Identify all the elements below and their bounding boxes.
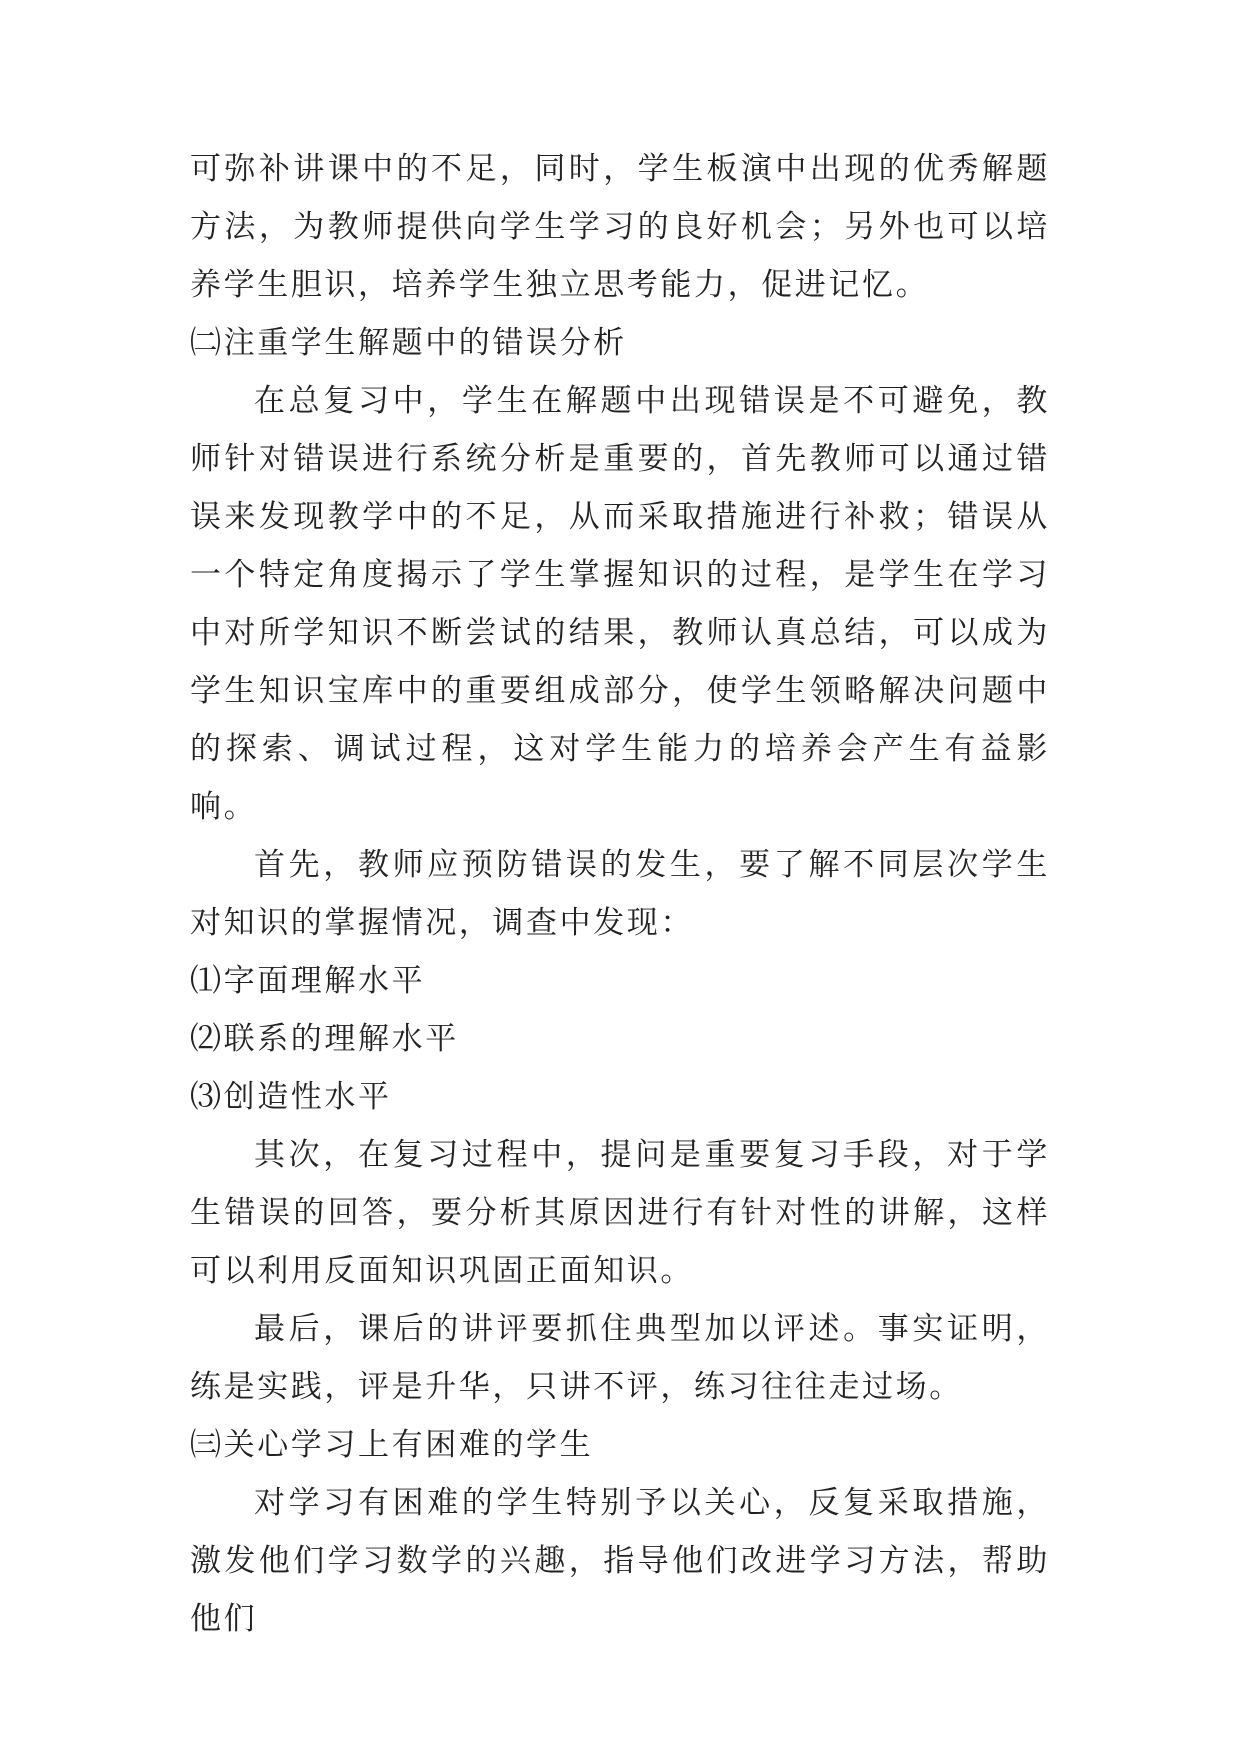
paragraph-difficult-students: 对学习有困难的学生特别予以关心，反复采取措施，激发他们学习数学的兴趣，指导他们改进学习方法，帮助他们 bbox=[190, 1485, 1050, 1637]
list-item-3: ⑶创造性水平 bbox=[190, 1079, 392, 1115]
document-body bbox=[190, 140, 1050, 1648]
list-item-2: ⑵联系的理解水平 bbox=[190, 1021, 459, 1057]
paragraph-error-analysis: 在总复习中，学生在解题中出现错误是不可避免，教师针对错误进行系统分析是重要的，首先教师可以通过错误来发现教学中的不足，从而采取措施进行补救；错误从一个特定角度揭示了学生掌握知识的过程，是学生在学习中对所学知识不断尝试的结果，教师认真总结，可以成为学生知识宝库中的重要组成部分，使学生领略解决问题中的探索、调试过程，这对学生能力的培养会产生有益影响。 bbox=[190, 383, 1050, 825]
list-item-1: ⑴字面理解水平 bbox=[190, 963, 426, 999]
paragraph-first: 首先，教师应预防错误的发生，要了解不同层次学生对知识的掌握情况，调查中发现： bbox=[190, 847, 1050, 941]
section-heading-3: ㈢关心学习上有困难的学生 bbox=[190, 1427, 594, 1463]
paragraph-continuation: 可弥补讲课中的不足，同时，学生板演中出现的优秀解题方法，为教师提供向学生学习的良好机会；另外也可以培养学生胆识，培养学生独立思考能力，促进记忆。 bbox=[190, 151, 1050, 303]
section-heading-2: ㈡注重学生解题中的错误分析 bbox=[190, 325, 627, 361]
paragraph-second: 其次，在复习过程中，提问是重要复习手段，对于学生错误的回答，要分析其原因进行有针对性的讲解，这样可以利用反面知识巩固正面知识。 bbox=[190, 1137, 1050, 1289]
paragraph-last: 最后，课后的讲评要抓住典型加以评述。事实证明，练是实践，评是升华，只讲不评，练习往往走过场。 bbox=[190, 1311, 1050, 1405]
